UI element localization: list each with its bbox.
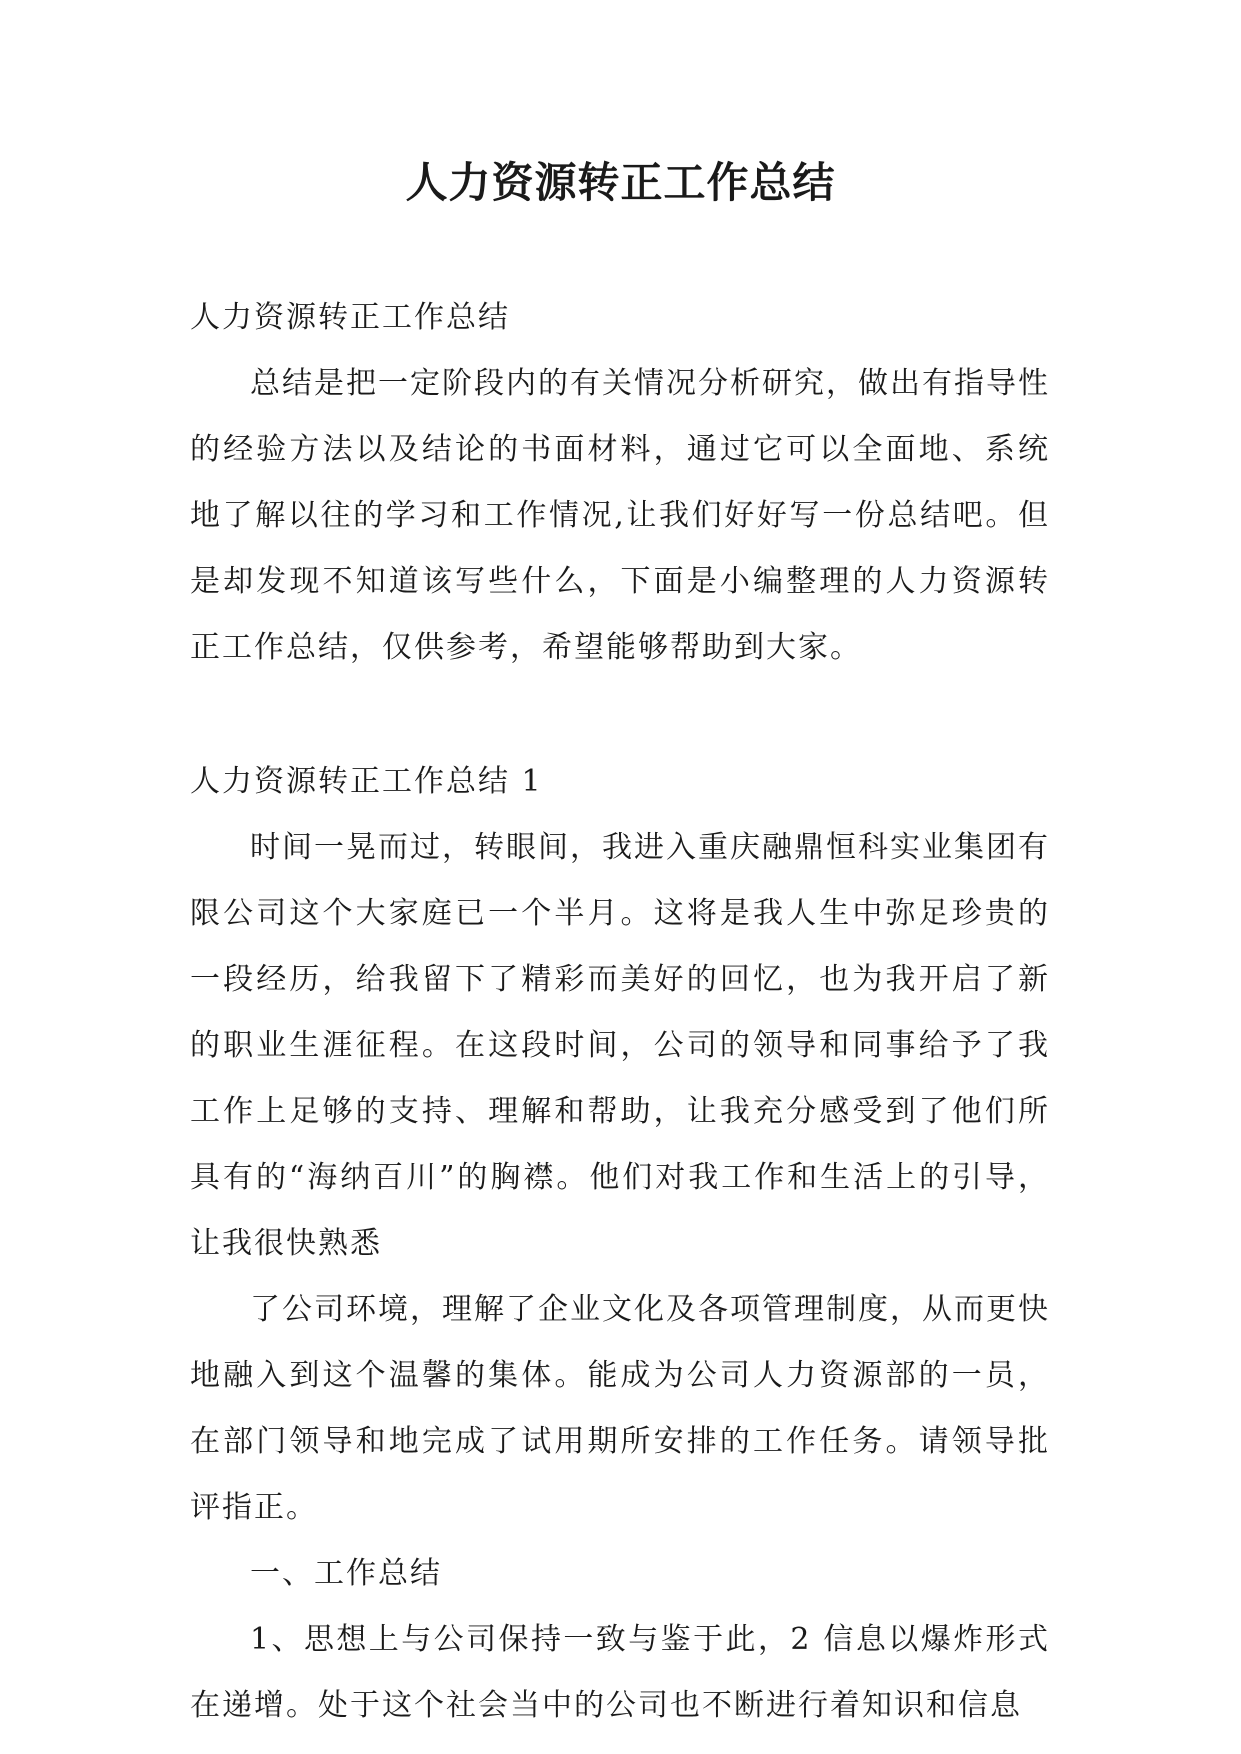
body-paragraph: 了公司环境，理解了企业文化及各项管理制度，从而更快地融入到这个温馨的集体。能成为公司人力资源部的一员，在部门领导和地完成了试用期所安排的工作任务。请领导批评指正。 bbox=[190, 1292, 1050, 1525]
document-title: 人力资源转正工作总结 bbox=[405, 158, 836, 207]
section-heading: 人力资源转正工作总结 1 bbox=[190, 764, 543, 799]
section-spacer bbox=[190, 681, 1050, 749]
document-body bbox=[190, 285, 1050, 1739]
subsection-heading: 一、工作总结 bbox=[250, 1556, 442, 1591]
subtitle: 人力资源转正工作总结 bbox=[190, 300, 510, 335]
body-paragraph: 时间一晃而过，转眼间，我进入重庆融鼎恒科实业集团有限公司这个大家庭已一个半月。这将是我人生中弥足珍贵的一段经历，给我留下了精彩而美好的回忆，也为我开启了新的职业生涯征程。在这段时间，公司的领导和同事给予了我工作上足够的支持、理解和帮助，让我充分感受到了他们所具有的“海纳百川”的胸襟。他们对我工作和生活上的引导，让我很快熟悉 bbox=[190, 830, 1050, 1261]
intro-paragraph: 总结是把一定阶段内的有关情况分析研究，做出有指导性的经验方法以及结论的书面材料，通过它可以全面地、系统地了解以往的学习和工作情况,让我们好好写一份总结吧。但是却发现不知道该写些什么，下面是小编整理的人力资源转正工作总结，仅供参考，希望能够帮助到大家。 bbox=[190, 366, 1050, 665]
body-paragraph: 1、思想上与公司保持一致与鉴于此，2 信息以爆炸形式在递增。处于这个社会当中的公司也不断进行着知识和信息 bbox=[190, 1622, 1050, 1723]
